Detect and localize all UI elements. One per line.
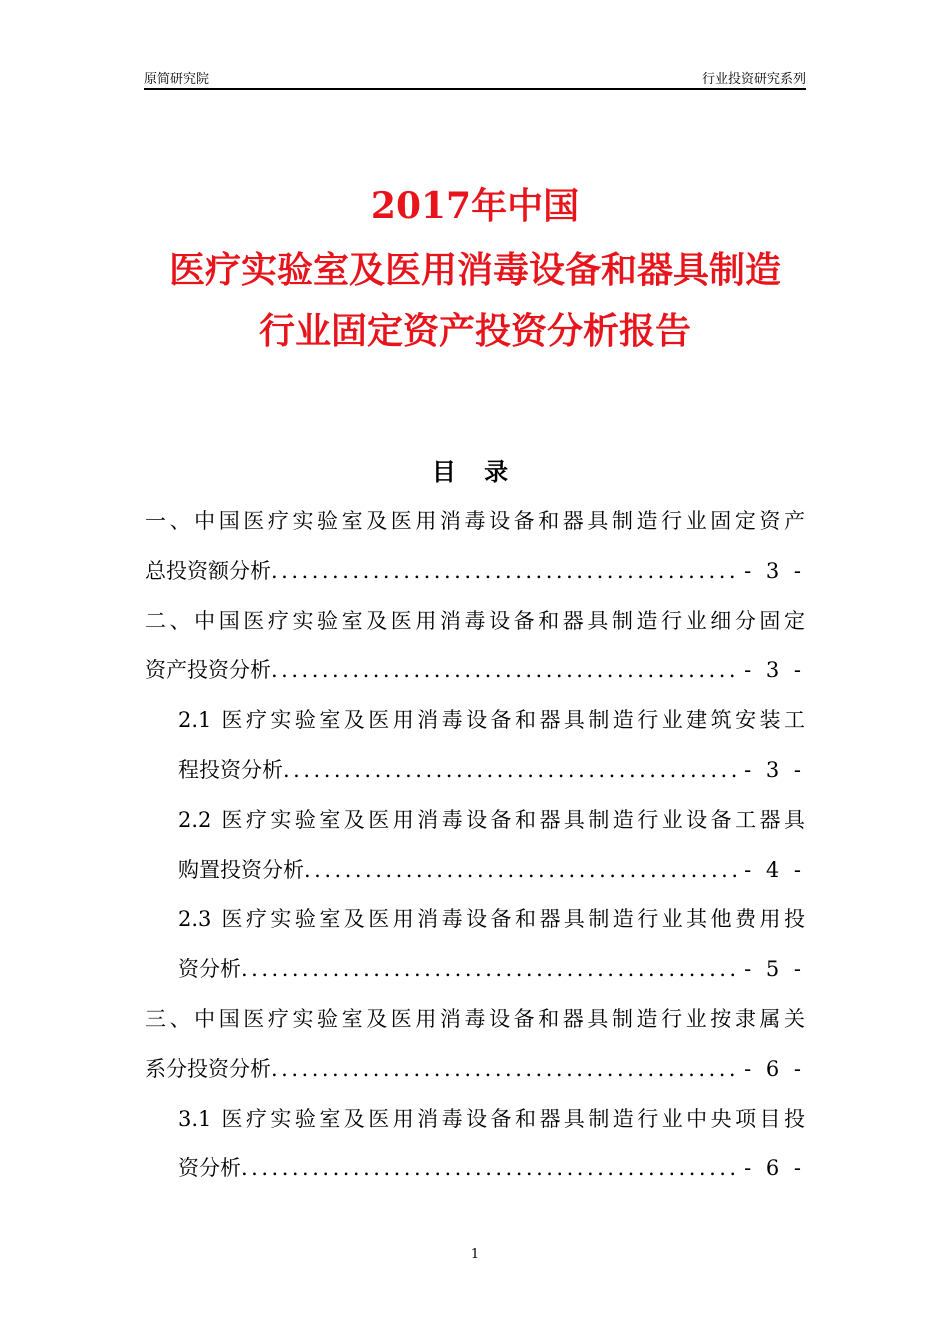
toc-entry-title-end: 总投资额分析 [145, 558, 271, 583]
toc-entry-title-end: 系分投资分析 [145, 1056, 271, 1081]
toc-entry-title[interactable]: 2.3 医疗实验室及医用消毒设备和器具制造行业其他费用投 [178, 907, 805, 932]
toc-entry-continuation[interactable] [178, 846, 805, 896]
toc-heading: 目 录 [431, 458, 519, 486]
title-line-2: 医疗实验室及医用消毒设备和器具制造 [168, 249, 781, 291]
header-series: 行业投资研究系列 [701, 72, 806, 87]
toc-entry[interactable] [145, 696, 805, 796]
dot-leader [304, 846, 740, 896]
toc-entry[interactable] [145, 497, 805, 597]
toc-entry-title-end: 资分析 [178, 957, 241, 982]
toc-entry-continuation[interactable] [145, 547, 805, 597]
toc-page-number: - 3 - [744, 558, 805, 583]
toc-page-number: - 6 - [744, 1156, 805, 1181]
dot-leader [271, 547, 740, 597]
toc-entry[interactable] [145, 895, 805, 995]
toc-entry-title[interactable]: 三、中国医疗实验室及医用消毒设备和器具制造行业按隶属关 [145, 1006, 805, 1031]
toc-entry-continuation[interactable] [145, 646, 805, 696]
toc-entry-continuation[interactable] [178, 1144, 805, 1194]
toc-entry-continuation[interactable] [145, 1045, 805, 1095]
title-line-3: 行业固定资产投资分析报告 [258, 310, 691, 352]
toc-entry-title[interactable]: 2.2 医疗实验室及医用消毒设备和器具制造行业设备工器具 [178, 807, 805, 832]
toc-entry-title[interactable]: 2.1 医疗实验室及医用消毒设备和器具制造行业建筑安装工 [178, 708, 805, 733]
toc-entry-title[interactable]: 一、中国医疗实验室及医用消毒设备和器具制造行业固定资产 [145, 509, 805, 533]
page-header [144, 68, 806, 90]
toc-page-number: - 3 - [744, 658, 805, 683]
toc-entry[interactable] [145, 597, 805, 697]
page-number: 1 [470, 1247, 480, 1262]
table-of-contents [145, 497, 805, 1194]
toc-entry-title-end: 资产投资分析 [145, 658, 271, 683]
toc-entry[interactable] [145, 995, 805, 1095]
toc-page-number: - 4 - [744, 857, 805, 882]
toc-page-number: - 3 - [744, 757, 805, 782]
toc-entry[interactable] [145, 1095, 805, 1195]
dot-leader [271, 1045, 740, 1095]
dot-leader [241, 945, 740, 995]
toc-page-number: - 5 - [744, 957, 805, 982]
toc-entry-title-end: 购置投资分析 [178, 857, 304, 882]
toc-entry-title[interactable]: 二、中国医疗实验室及医用消毒设备和器具制造行业细分固定 [145, 608, 805, 633]
dot-leader [241, 1144, 740, 1194]
toc-entry[interactable] [145, 796, 805, 896]
title-line-1: 2017年中国 [370, 185, 580, 227]
dot-leader [271, 646, 740, 696]
toc-entry-title[interactable]: 3.1 医疗实验室及医用消毒设备和器具制造行业中央项目投 [178, 1106, 805, 1131]
toc-entry-continuation[interactable] [178, 945, 805, 995]
toc-page-number: - 6 - [744, 1056, 805, 1081]
dot-leader [283, 746, 740, 796]
toc-entry-continuation[interactable] [178, 746, 805, 796]
header-org: 原简研究院 [144, 72, 210, 87]
toc-entry-title-end: 程投资分析 [178, 757, 283, 782]
toc-entry-title-end: 资分析 [178, 1156, 241, 1181]
